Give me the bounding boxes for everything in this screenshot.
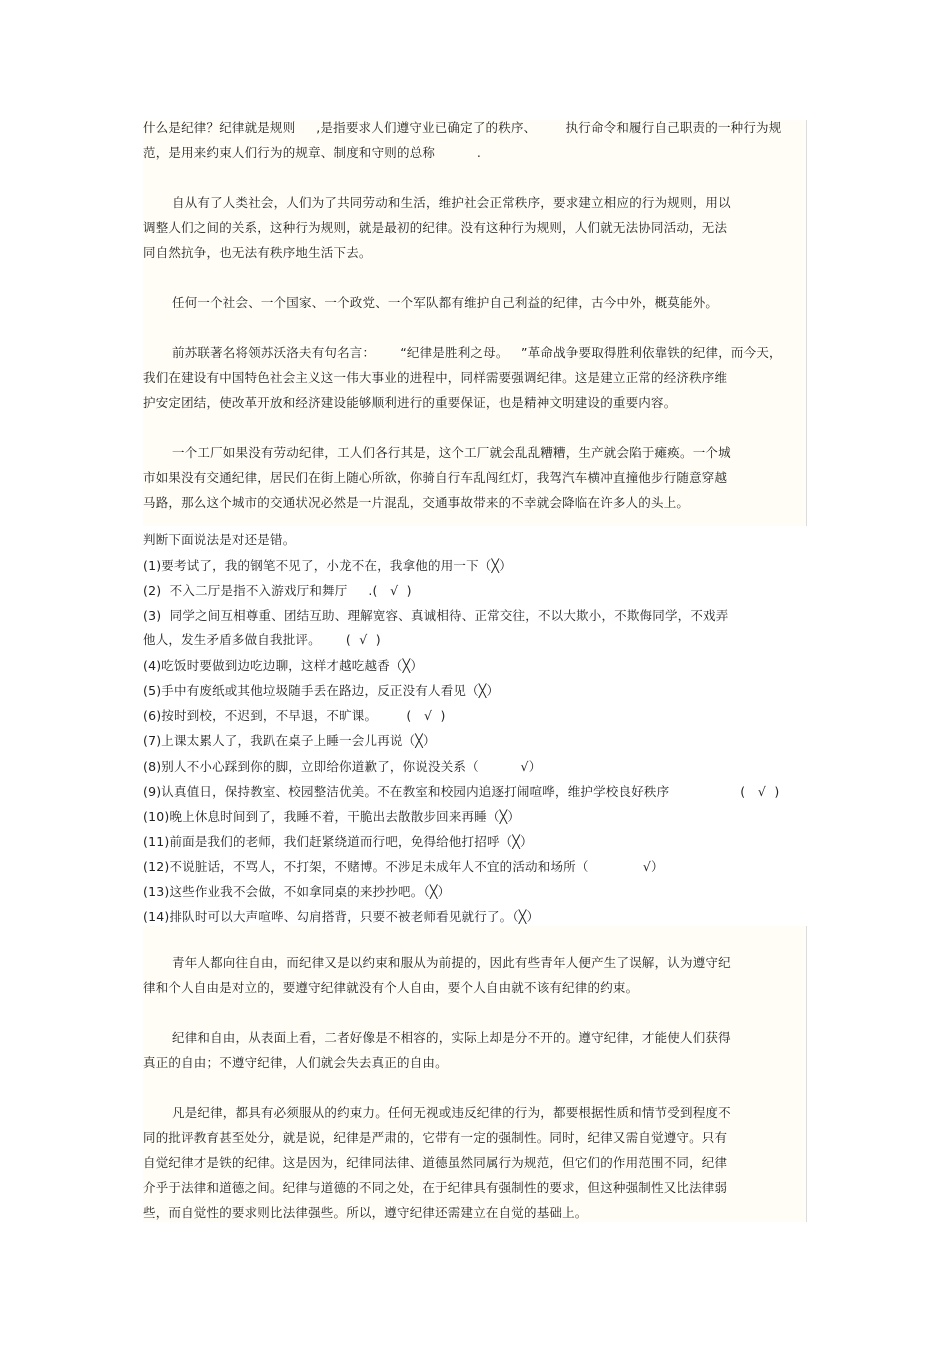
paragraph-line: 什么是纪律？纪律就是规则 ,是指要求人们遵守业已确定了的秩序、 执行命令和履行自己职责的一种行为规: [143, 120, 782, 135]
quiz-item: (7)上课太累人了，我趴在桌子上睡一会儿再说（╳）: [143, 733, 436, 748]
paragraph-line: 凡是纪律，都具有必须服从的约束力。任何无视或违反纪律的行为，都要根据性质和情节受到程度不: [172, 1105, 731, 1120]
paragraph-line: 介乎于法律和道德之间。纪律与道德的不同之处，在于纪律具有强制性的要求，但这种强制性又比法律弱: [143, 1180, 728, 1195]
quiz-item: (2) 不入二厅是指不入游戏厅和舞厅 .( √ ): [143, 583, 412, 598]
quiz-item: (13)这些作业我不会做，不如拿同桌的来抄抄吧。（╳）: [143, 884, 451, 899]
paragraph-line: 律和个人自由是对立的，要遵守纪律就没有个人自由，要个人自由就不该有纪律的约束。: [143, 980, 639, 995]
quiz-item: (3) 同学之间互相尊重、团结互助、理解宽容、真诚相待、正常交往，不以大欺小，不欺侮同学，不戏弄: [143, 608, 729, 623]
paragraph-line: 任何一个社会、一个国家、一个政党、一个军队都有维护自己利益的纪律，古今中外，概莫能外。: [172, 295, 719, 310]
paragraph-line: 纪律和自由，从表面上看，二者好像是不相容的，实际上却是分不开的。遵守纪律，才能使人们获得: [172, 1030, 731, 1045]
quiz-item: (5)手中有废纸或其他垃圾随手丢在路边，反正没有人看见（╳）: [143, 683, 500, 698]
quiz-item: (9)认真值日，保持教室、校园整洁优美。不在教室和校园内追逐打闹喧哗，维护学校良好秩序 ( √ ): [143, 784, 780, 799]
text-block-background: [143, 120, 807, 526]
quiz-item: (1)要考试了，我的钢笔不见了，小龙不在，我拿他的用一下（╳）: [143, 558, 512, 573]
quiz-item: (12)不说脏话，不骂人，不打架，不赌博。不涉足未成年人不宜的活动和场所（ √）: [143, 859, 664, 874]
paragraph-line: 马路，那么这个城市的交通状况必然是一片混乱，交通事故带来的不幸就会降临在许多人的头上。: [143, 495, 690, 510]
paragraph-line: 一个工厂如果没有劳动纪律，工人们各行其是，这个工厂就会乱乱糟糟，生产就会陷于瘫痪。一个城: [172, 445, 731, 460]
quiz-item: (14)排队时可以大声喧哗、勾肩搭背，只要不被老师看见就行了。（╳）: [143, 909, 540, 924]
paragraph-line: 自觉纪律才是铁的纪律。这是因为，纪律同法律、道德虽然同属行为规范，但它们的作用范围不同，纪律: [143, 1155, 728, 1170]
paragraph-line: 我们在建设有中国特色社会主义这一伟大事业的进程中，同样需要强调纪律。这是建立正常的经济秩序维: [143, 370, 728, 385]
paragraph-line: 调整人们之间的关系，这种行为规则，就是最初的纪律。没有这种行为规则，人们就无法协同活动，无法: [143, 220, 728, 235]
right-border: [806, 120, 807, 526]
paragraph-line: 些，而自觉性的要求则比法律强些。所以，遵守纪律还需建立在自觉的基础上。: [143, 1205, 588, 1220]
paragraph-line: 市如果没有交通纪律，居民们在街上随心所欲，你骑自行车乱闯红灯，我驾汽车横冲直撞他步行随意穿越: [143, 470, 728, 485]
quiz-item: (4)吃饭时要做到边吃边聊，这样才越吃越香（╳）: [143, 658, 424, 673]
right-border: [806, 926, 807, 1222]
paragraph-line: 同的批评教育甚至处分，就是说，纪律是严肃的，它带有一定的强制性。同时，纪律又需自觉遵守。只有: [143, 1130, 728, 1145]
paragraph-line: 范，是用来约束人们行为的规章、制度和守则的总称 .: [143, 145, 482, 160]
paragraph-line: 自从有了人类社会，人们为了共同劳动和生活，维护社会正常秩序，要求建立相应的行为规则，用以: [172, 195, 731, 210]
quiz-item: (8)别人不小心踩到你的脚，立即给你道歉了，你说没关系（ √）: [143, 759, 542, 774]
paragraph-line: 真正的自由；不遵守纪律，人们就会失去真正的自由。: [143, 1055, 448, 1070]
quiz-heading: 判断下面说法是对还是错。: [143, 532, 296, 547]
paragraph-line: 护安定团结，使改革开放和经济建设能够顺利进行的重要保证，也是精神文明建设的重要内容。: [143, 395, 677, 410]
quiz-item: (6)按时到校，不迟到，不早退，不旷课。 ( √ ): [143, 708, 446, 723]
paragraph-line: 同自然抗争，也无法有秩序地生活下去。: [143, 245, 372, 260]
paragraph-line: 青年人都向往自由，而纪律又是以约束和服从为前提的，因此有些青年人便产生了误解，认为遵守纪: [172, 955, 731, 970]
paragraph-line: 前苏联著名将领苏沃洛夫有句名言： “纪律是胜利之母。 ”革命战争要取得胜利依靠铁的纪律，而今天，: [172, 345, 782, 360]
quiz-item: 他人，发生矛盾多做自我批评。 ( √ ): [143, 632, 381, 647]
quiz-item: (10)晚上休息时间到了，我睡不着，干脆出去散散步回来再睡（╳）: [143, 809, 521, 824]
quiz-item: (11)前面是我们的老师，我们赶紧绕道而行吧，免得给他打招呼（╳）: [143, 834, 533, 849]
